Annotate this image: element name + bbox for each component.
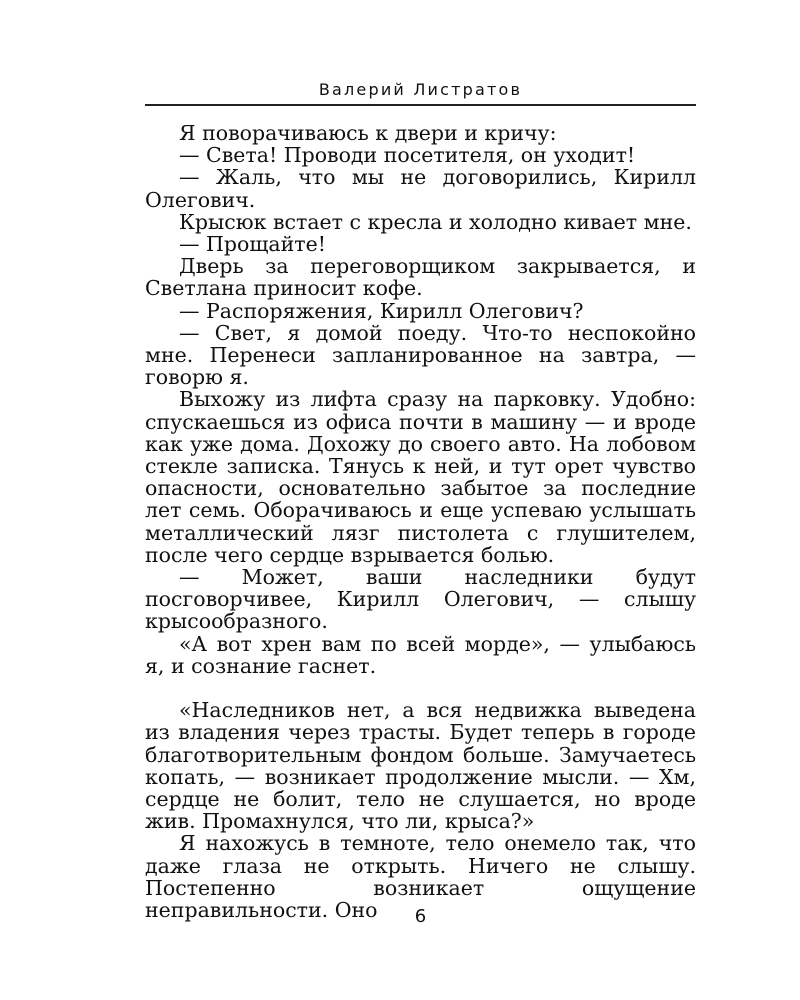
paragraph: «Наследников нет, а вся недвижка выведена из владения через трасты. Будет теперь в городе благотворительным фондом больше. Замучаетесь копать, — возникает продолжение мысли. — Хм, сердце не болит, тело не слушается, но вроде жив. Промахнулся, что ли, крыса?» bbox=[145, 698, 696, 834]
paragraph: — Прощайте! bbox=[179, 232, 327, 257]
paragraph: — Распоряжения, Кирилл Олегович? bbox=[179, 298, 584, 323]
paragraph: Я поворачиваюсь к двери и кричу: bbox=[179, 121, 557, 145]
paragraph: Дверь за переговорщиком закрывается, и Светлана приносит кофе. bbox=[145, 254, 696, 301]
header-rule bbox=[145, 104, 696, 106]
paragraph: «А вот хрен вам по всей морде», — улыбаюсь я, и сознание гаснет. bbox=[145, 631, 696, 678]
paragraph: — Жаль, что мы не договорились, Кирилл Олегович. bbox=[145, 165, 696, 212]
body-text bbox=[145, 122, 696, 921]
paragraph: Крысюк встает с кресла и холодно кивает мне. bbox=[179, 209, 692, 234]
paragraph: — Может, ваши наследники будут посговорчивее, Кирилл Олегович, — слышу крысообразного. bbox=[145, 565, 696, 634]
page-number: 6 bbox=[414, 906, 427, 927]
paragraph: Я нахожусь в темноте, тело онемело так, что даже глаза не открыть. Ничего не слышу. Постепенно возникает ощущение неправильности. Оно bbox=[145, 831, 696, 923]
paragraph: — Свет, я домой поеду. Что-то неспокойно мне. Перенеси запланированное на завтра, — говорю я. bbox=[145, 320, 696, 390]
paragraph: Выхожу из лифта сразу на парковку. Удобно: спускаешься из офиса почти в машину — и вроде как уже дома. Дохожу до своего авто. На лобовом стекле записка. Тянусь к ней, и тут орет чувство опасности, основательно забытое за последние лет семь. Оборачиваюсь и еще успеваю услышать металлический лязг пистолета с глушителем, после чего сердце взрывается болью. bbox=[145, 387, 696, 567]
running-header-author: Валерий Листратов bbox=[318, 80, 523, 99]
paragraph: — Света! Проводи посетителя, он уходит! bbox=[179, 143, 636, 168]
